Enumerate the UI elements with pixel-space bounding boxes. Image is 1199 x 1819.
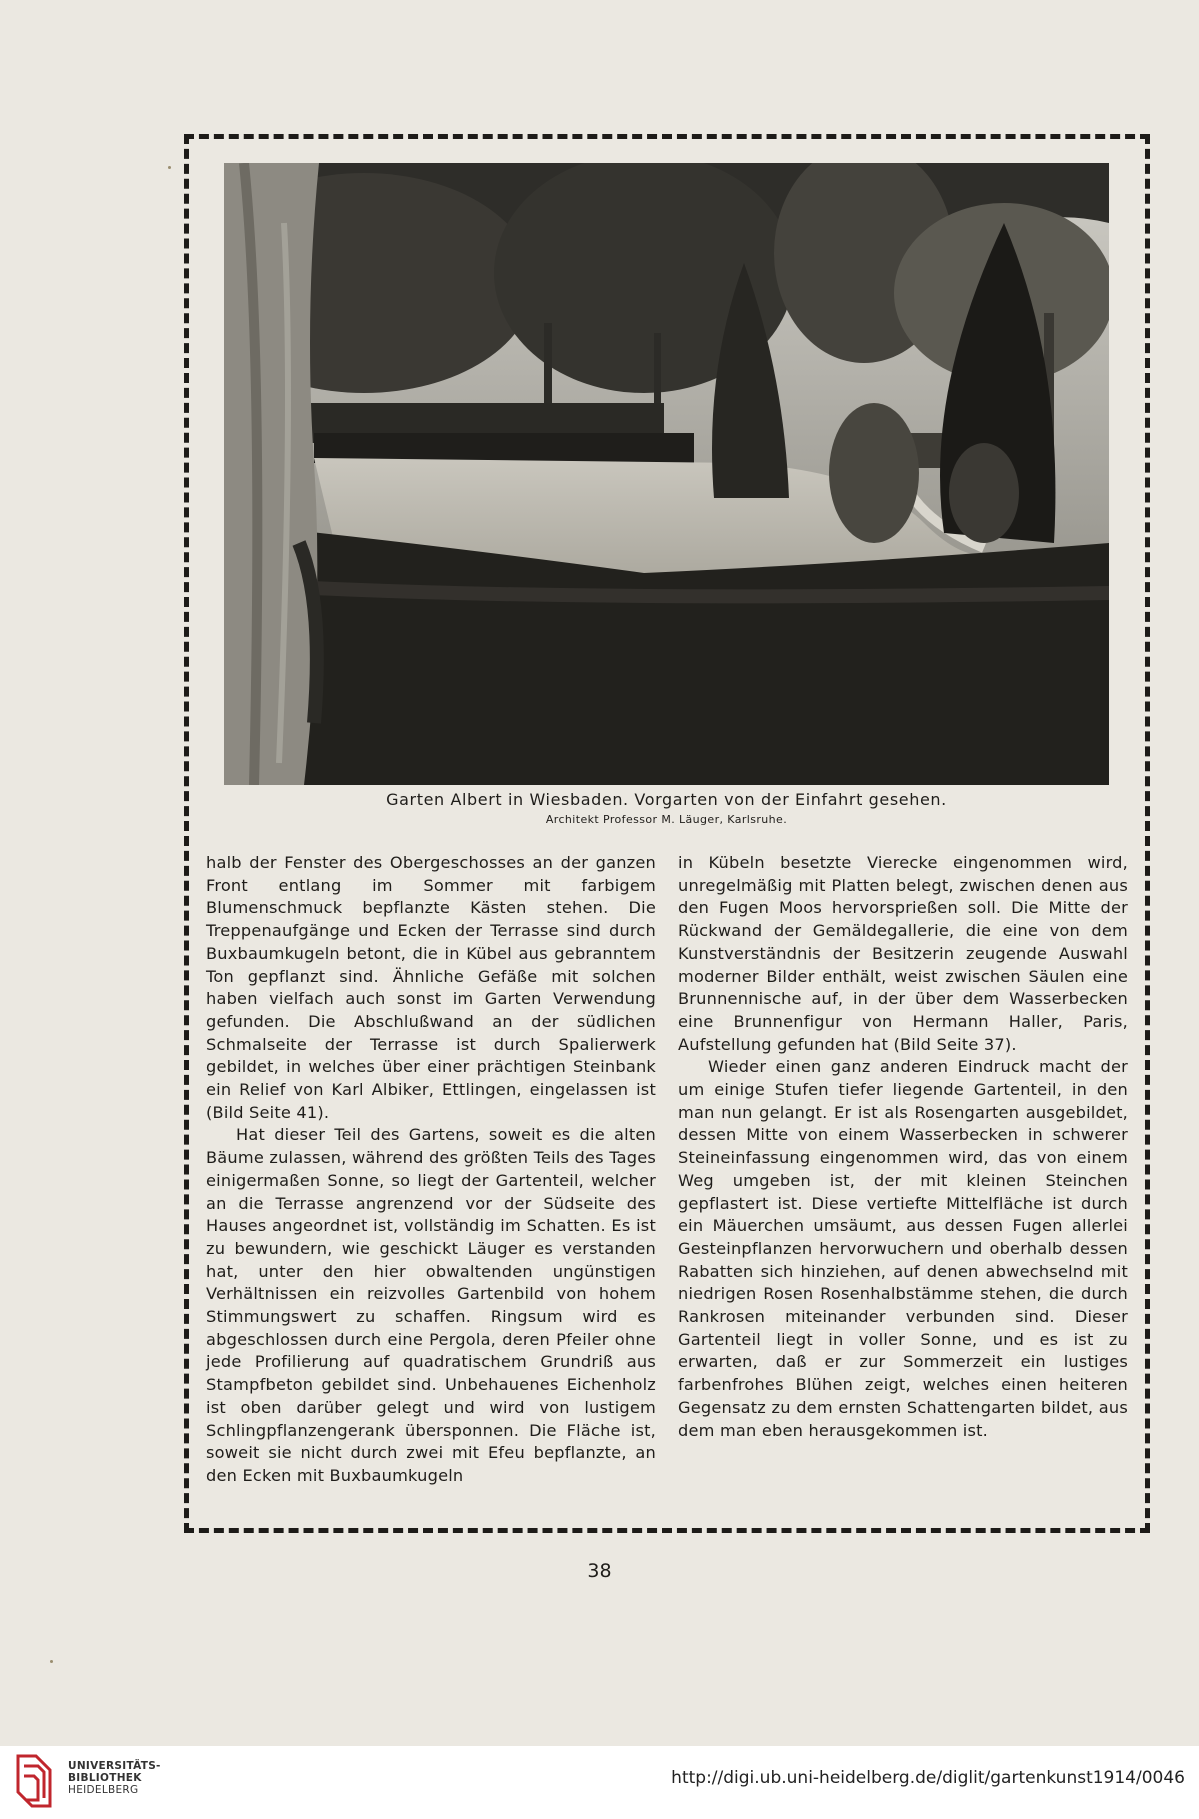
paragraph: halb der Fenster des Obergeschosses an der ganzen Front entlang im Sommer mit farbigem Blumenschmuck bepflanzte Kästen stehen. Die Treppenaufgänge und Ecken der Terrasse sind durch Buxbaumkugeln betont, die in Kübel aus gebranntem Ton gepflanzt sind. Ähnliche Gefäße mit solchen haben vielfach auch sonst im Garten Verwendung gefunden. Die Abschlußwand an der südlichen Schmalseite der Terrasse ist durch Spalierwerk gebildet, in welches über einer prächtigen Steinbank ein Relief von Karl Albiker, Ettlingen, eingelassen ist (Bild Seite 41).	[206, 853, 656, 1122]
text-column-left	[206, 852, 656, 1488]
ink-speck	[50, 1660, 53, 1663]
ink-speck	[168, 166, 171, 169]
text-column-right	[678, 852, 1128, 1442]
paragraph: Hat dieser Teil des Gartens, soweit es die alten Bäume zulassen, während des größten Teils des Tages einigermaßen Sonne, so liegt der Gartenteil, welcher an die Terrasse angrenzend vor der Südseite des Hauses angeordnet ist, vollständig im Schatten. Es ist zu bewundern, wie geschickt Läuger es verstanden hat, unter den hier obwaltenden ungünstigen Verhältnissen ein reizvolles Gartenbild von hohem Stimmungswert zu schaffen. Ringsum wird es abgeschlossen durch eine Pergola, deren Pfeiler ohne jede Profilierung auf quadratischem Grundriß aus Stampfbeton gebildet sind. Unbehauenes Eichenholz ist oben darüber gelegt und wird von lustigem Schlingpflanzengerank übersponnen. Die Fläche ist, soweit sie nicht durch zwei mit Efeu bepflanzte, an den Ecken mit Buxbaumkugeln	[206, 1125, 656, 1485]
caption-title: Garten Albert in Wiesbaden. Vorgarten von der Einfahrt gesehen.	[386, 790, 947, 809]
paragraph: Wieder einen ganz anderen Eindruck macht der um einige Stufen tiefer liegende Gartenteil, in den man nun gelangt. Er ist als Rosengarten ausgebildet, dessen Mitte von einem Wasserbecken in schwerer Steineinfassung eingenommen wird, das von einem Weg umgeben ist, der mit kleinen Steinchen gepflastert ist. Diese vertiefte Mittelfläche ist durch ein Mäuerchen umsäumt, aus dessen Fugen allerlei Gesteinpflanzen hervorwuchern und oberhalb dessen Rabatten sich hinziehen, auf denen abwechselnd mit niedrigen Rosen Rosenhalbstämme stehen, die durch Rankrosen miteinander verbunden sind. Dieser Gartenteil liegt in voller Sonne, und es ist zu erwarten, daß er zur Sommerzeit ein lustiges farbenfrohes Blühen zeigt, welches einen heiteren Gegensatz zu dem ernsten Schattengarten bildet, aus dem man eben herausgekommen ist.	[678, 1057, 1128, 1440]
source-url-link[interactable]: http://digi.ub.uni-heidelberg.de/diglit/gartenkunst1914/0046	[671, 1768, 1185, 1788]
library-logo-icon	[14, 1752, 54, 1810]
photo-caption	[224, 790, 1109, 828]
garden-photo-illustration	[224, 163, 1109, 785]
garden-photograph	[224, 163, 1109, 785]
caption-credit: Architekt Professor M. Läuger, Karlsruhe.	[545, 813, 788, 826]
paragraph: in Kübeln besetzte Vierecke eingenommen wird, unregelmäßig mit Platten belegt, zwischen denen aus den Fugen Moos hervorsprießen soll. Die Mitte der Rückwand der Gemäldegallerie, die eine von dem Kunstverständnis der Besitzerin zeugende Auswahl moderner Bilder enthält, weist zwischen Säulen eine Brunnennische auf, in der über dem Wasserbecken eine Brunnenfigur von Hermann Haller, Paris, Aufstellung gefunden hat (Bild Seite 37).	[678, 853, 1128, 1054]
library-name-line: HEIDELBERG	[68, 1784, 139, 1796]
library-name-line: UNIVERSITÄTS-	[68, 1760, 161, 1772]
library-name[interactable]	[68, 1760, 161, 1796]
library-name-line: BIBLIOTHEK	[68, 1772, 142, 1784]
page-number: 38	[587, 1560, 612, 1582]
